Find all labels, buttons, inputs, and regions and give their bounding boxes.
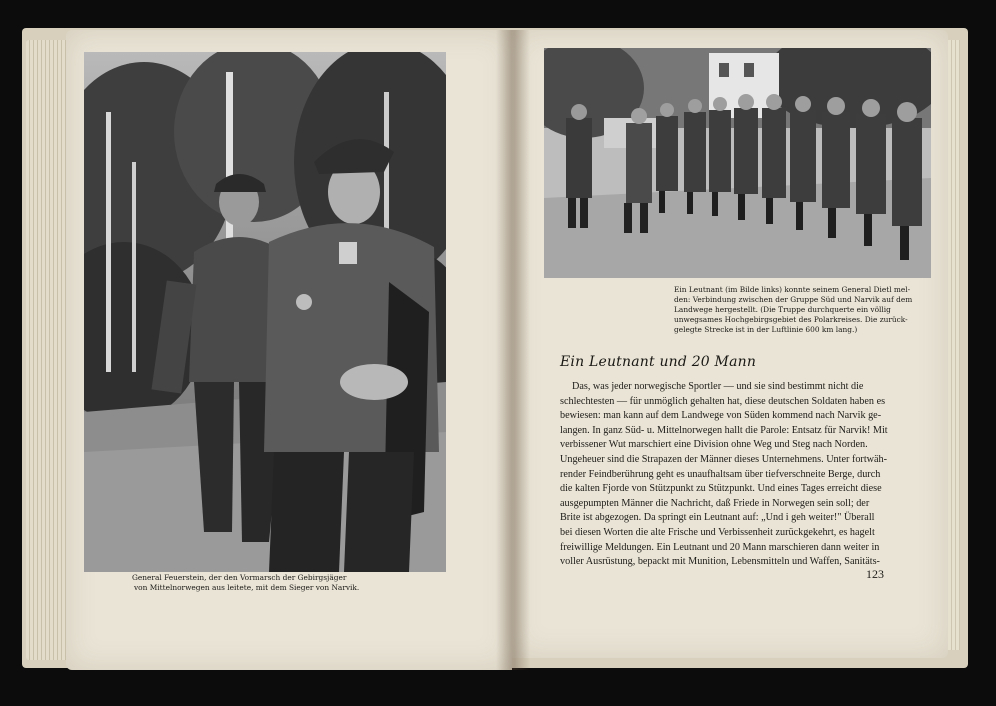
left-photo-caption [132, 573, 442, 593]
page-number: 123 [866, 567, 884, 581]
body-line: Das, was jeder norwegische Sportler — und sie sind bestimmt nicht die [572, 381, 864, 392]
photo-generals [84, 52, 446, 572]
body-line: Ungeheuer sind die Strapazen der Männer dieses Unternehmens. Unter fortwäh- [560, 453, 888, 465]
body-line: schlechtesten — für unmöglich gehalten hat, diese deutschen Soldaten haben es [560, 395, 886, 407]
photo-generals-image [84, 52, 446, 572]
body-line: render Feindberührung geht es unaufhaltsam über tiefverschneite Berge, durch [560, 468, 881, 480]
book-gutter [496, 30, 530, 670]
caption-line: General Feuerstein, der den Vormarsch der Gebirgsjäger [132, 573, 347, 582]
body-line: die kalten Fjorde von Stützpunkt zu Stützpunkt. Und eines Tages erreicht diese [560, 483, 882, 495]
body-line: ausgepumpten Männer die Nachricht, daß Friede in Norwegen sein soll; der [560, 497, 870, 509]
caption-line: unwegsames Hochgebirgsgebiet des Polarkreises. Die zurück- [674, 315, 908, 324]
page-stack-left [26, 40, 66, 660]
body-line: freiwillige Meldungen. Ein Leutnant und 20 Mann marschieren dann weiter in [560, 541, 880, 553]
body-line: Brite ist abgezogen. Da springt ein Leutnant auf: „Und i geh weiter!" Überall [560, 512, 875, 524]
section-heading: Ein Leutnant und 20 Mann [560, 354, 757, 370]
right-photo-caption [674, 285, 928, 335]
body-line: verbissener Wut marschiert eine Division ohne Weg und Steg nach Norden. [560, 439, 868, 451]
caption-line: von Mittelnorwegen aus leitete, mit dem Sieger von Narvik. [134, 583, 360, 592]
body-text [560, 380, 900, 570]
body-line: bewiesen: man kann auf dem Landwege von Süden kommend nach Narvik ge- [560, 410, 882, 422]
caption-line: gelegte Strecke ist in der Luftlinie 600 km lang.) [674, 325, 858, 334]
caption-line: Ein Leutnant (im Bilde links) konnte seinem General Dietl mel- [674, 285, 911, 294]
caption-line: den: Verbindung zwischen der Gruppe Süd und Narvik auf dem [674, 295, 913, 304]
photo-soldiers-lineup [544, 48, 931, 278]
photo-soldiers-image [544, 48, 931, 278]
caption-line: Landwege hergestellt. (Die Truppe durchquerte ein völlig [674, 305, 891, 314]
body-line: langen. In ganz Süd- u. Mittelnorwegen hallt die Parole: Entsatz für Narvik! Mit [560, 424, 888, 436]
body-line: voller Ausrüstung, bepackt mit Munition, Lebensmitteln und Waffen, Sanitäts- [560, 556, 880, 568]
body-line: bei diesen Worten die alte Frische und Verbissenheit zurückgekehrt, es hagelt [560, 526, 875, 538]
